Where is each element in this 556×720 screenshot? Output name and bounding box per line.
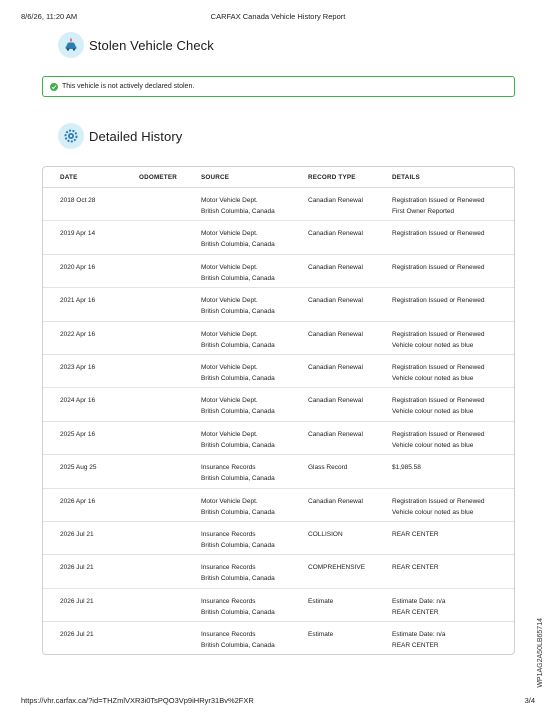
history-table xyxy=(42,166,515,655)
row-details-line-1: $1,985.58 xyxy=(392,464,421,472)
row-source-line-2: British Columbia, Canada xyxy=(201,341,275,349)
row-record-type xyxy=(308,195,363,206)
row-record-type xyxy=(308,429,363,440)
row-record-type-line-1: Glass Record xyxy=(308,464,348,472)
history-row xyxy=(43,288,514,321)
row-source-line-2: British Columbia, Canada xyxy=(201,241,275,249)
row-details-line-2: Vehicle colour noted as blue xyxy=(392,374,474,382)
row-record-type-line-1: Canadian Renewal xyxy=(308,430,363,438)
row-source-line-2: British Columbia, Canada xyxy=(201,508,275,516)
row-record-type xyxy=(308,629,333,640)
row-source-line-1: Motor Vehicle Dept. xyxy=(201,230,258,238)
row-details-line-2: First Owner Reported xyxy=(392,208,455,215)
row-date xyxy=(60,596,94,607)
row-date xyxy=(60,362,95,373)
print-datetime: 8/6/26, 11:20 AM xyxy=(21,12,78,21)
row-date xyxy=(60,462,97,473)
row-date xyxy=(60,629,94,640)
history-gear-icon xyxy=(58,123,84,149)
row-source xyxy=(201,496,275,518)
row-record-type xyxy=(308,228,363,239)
row-details xyxy=(392,529,439,540)
row-source-line-1: Insurance Records xyxy=(201,464,256,472)
row-details xyxy=(392,562,439,573)
row-date xyxy=(60,429,95,440)
row-source xyxy=(201,329,275,351)
row-record-type-line-1: Estimate xyxy=(308,597,334,605)
row-date xyxy=(60,228,95,239)
row-details-line-1: Registration Issued or Renewed xyxy=(392,297,485,305)
row-record-type-line-1: Canadian Renewal xyxy=(308,297,363,305)
row-details xyxy=(392,195,485,217)
detailed-history-title: Detailed History xyxy=(89,128,183,144)
row-details-line-2: Vehicle colour noted as blue xyxy=(392,408,474,416)
print-page-number: 3/4 xyxy=(524,696,535,705)
row-details-line-2: Vehicle colour noted as blue xyxy=(392,441,474,449)
row-details-line-2: REAR CENTER xyxy=(392,608,439,616)
row-source xyxy=(201,228,275,250)
row-source xyxy=(201,462,275,484)
row-source-line-1: Motor Vehicle Dept. xyxy=(201,497,258,505)
header-date: DATE xyxy=(60,174,78,181)
row-source xyxy=(201,529,275,551)
row-date-line-1: 2025 Apr 16 xyxy=(60,430,96,438)
row-source xyxy=(201,596,275,618)
history-rows xyxy=(43,188,514,655)
row-source-line-1: Motor Vehicle Dept. xyxy=(201,430,258,438)
row-details-line-1: Estimate Date: n/a xyxy=(392,597,446,605)
row-record-type xyxy=(308,562,365,573)
print-footer xyxy=(21,696,535,708)
row-details-line-1: Registration Issued or Renewed xyxy=(392,197,485,204)
row-details-line-1: Registration Issued or Renewed xyxy=(392,397,485,405)
row-source-line-2: British Columbia, Canada xyxy=(201,274,275,282)
row-source xyxy=(201,429,275,451)
row-details xyxy=(392,329,485,351)
row-details xyxy=(392,295,485,306)
row-source-line-2: British Columbia, Canada xyxy=(201,208,275,215)
row-details-line-1: REAR CENTER xyxy=(392,530,439,538)
row-date xyxy=(60,529,94,540)
vin-vertical: WP1AG2A50LB65714 xyxy=(537,618,544,688)
row-details xyxy=(392,496,485,518)
row-date xyxy=(60,562,94,573)
row-source-line-1: Insurance Records xyxy=(201,530,256,538)
row-source-line-2: British Columbia, Canada xyxy=(201,575,275,583)
history-row xyxy=(43,388,514,421)
row-source-line-2: British Columbia, Canada xyxy=(201,374,275,382)
row-date-line-1: 2026 Jul 21 xyxy=(60,564,94,572)
history-row xyxy=(43,322,514,355)
row-source xyxy=(201,195,275,217)
row-source-line-1: Insurance Records xyxy=(201,597,256,605)
row-date-line-1: 2023 Apr 16 xyxy=(60,363,96,371)
row-date-line-1: 2022 Apr 16 xyxy=(60,330,96,338)
row-source-line-2: British Columbia, Canada xyxy=(201,642,275,650)
row-record-type xyxy=(308,329,363,340)
header-odometer: ODOMETER xyxy=(139,174,177,181)
history-table-header xyxy=(43,167,514,188)
row-record-type-line-1: Canadian Renewal xyxy=(308,363,363,371)
history-row xyxy=(43,255,514,288)
row-source-line-1: Insurance Records xyxy=(201,564,256,572)
row-date xyxy=(60,395,95,406)
row-source-line-2: British Columbia, Canada xyxy=(201,441,275,449)
row-details-line-1: Registration Issued or Renewed xyxy=(392,363,485,371)
row-date-line-1: 2026 Jul 21 xyxy=(60,631,94,639)
row-date xyxy=(60,329,95,340)
row-source-line-1: Motor Vehicle Dept. xyxy=(201,397,258,405)
row-details xyxy=(392,596,445,618)
row-details xyxy=(392,395,485,417)
row-source xyxy=(201,362,275,384)
print-header xyxy=(21,12,535,24)
row-record-type xyxy=(308,596,333,607)
row-details-line-1: Registration Issued or Renewed xyxy=(392,263,485,271)
row-record-type xyxy=(308,262,363,273)
row-record-type-line-1: Canadian Renewal xyxy=(308,197,363,204)
stolen-check-title: Stolen Vehicle Check xyxy=(89,37,214,53)
stolen-check-heading xyxy=(58,32,214,58)
history-row xyxy=(43,589,514,622)
row-record-type xyxy=(308,362,363,373)
row-date-line-1: 2018 Oct 28 xyxy=(60,197,96,204)
row-source-line-1: Insurance Records xyxy=(201,631,256,639)
history-row xyxy=(43,622,514,655)
print-title: CARFAX Canada Vehicle History Report xyxy=(210,12,346,21)
row-details xyxy=(392,462,421,473)
row-source xyxy=(201,395,275,417)
print-url: https://vhr.carfax.ca/?id=THZmlVXR3i0TsPQO3Vp9iHRyr31Bv%2FXR xyxy=(21,696,254,705)
row-source-line-2: British Columbia, Canada xyxy=(201,308,275,316)
row-record-type xyxy=(308,295,363,306)
row-source xyxy=(201,629,275,651)
row-source xyxy=(201,262,275,284)
history-row xyxy=(43,422,514,455)
row-details-line-2: REAR CENTER xyxy=(392,642,439,650)
row-record-type-line-1: Canadian Renewal xyxy=(308,230,363,238)
row-record-type xyxy=(308,462,347,473)
row-details-line-1: REAR CENTER xyxy=(392,564,439,572)
row-details-line-1: Registration Issued or Renewed xyxy=(392,497,485,505)
row-source-line-1: Motor Vehicle Dept. xyxy=(201,330,258,338)
history-row xyxy=(43,355,514,388)
stolen-status-box xyxy=(42,76,515,97)
row-source xyxy=(201,562,275,584)
car-alert-icon xyxy=(58,32,84,58)
row-date-line-1: 2024 Apr 16 xyxy=(60,397,96,405)
row-date-line-1: 2025 Aug 25 xyxy=(60,464,97,472)
row-details-line-2: Vehicle colour noted as blue xyxy=(392,508,474,516)
row-details-line-1: Registration Issued or Renewed xyxy=(392,230,485,238)
row-source-line-1: Motor Vehicle Dept. xyxy=(201,197,258,204)
row-record-type-line-1: COMPREHENSIVE xyxy=(308,564,366,572)
row-details-line-1: Estimate Date: n/a xyxy=(392,631,446,639)
row-date-line-1: 2026 Apr 16 xyxy=(60,497,96,505)
row-details xyxy=(392,429,485,451)
row-record-type-line-1: Canadian Renewal xyxy=(308,263,363,271)
stolen-status-text: This vehicle is not actively declared stolen. xyxy=(62,83,195,90)
row-details xyxy=(392,228,485,239)
row-record-type-line-1: COLLISION xyxy=(308,530,343,538)
row-date-line-1: 2026 Jul 21 xyxy=(60,597,94,605)
header-details: DETAILS xyxy=(392,174,420,181)
row-details xyxy=(392,262,485,273)
history-row xyxy=(43,455,514,488)
row-date-line-1: 2021 Apr 16 xyxy=(60,297,96,305)
row-source-line-1: Motor Vehicle Dept. xyxy=(201,363,258,371)
row-source xyxy=(201,295,275,317)
row-source-line-1: Motor Vehicle Dept. xyxy=(201,263,258,271)
row-details-line-2: Vehicle colour noted as blue xyxy=(392,341,474,349)
row-record-type xyxy=(308,395,363,406)
row-source-line-1: Motor Vehicle Dept. xyxy=(201,297,258,305)
header-source: SOURCE xyxy=(201,174,230,181)
row-record-type-line-1: Canadian Renewal xyxy=(308,497,363,505)
row-date-line-1: 2020 Apr 16 xyxy=(60,263,96,271)
check-circle-icon xyxy=(50,83,58,91)
row-date xyxy=(60,496,95,507)
history-row xyxy=(43,188,514,221)
row-details-line-1: Registration Issued or Renewed xyxy=(392,430,485,438)
row-date-line-1: 2026 Jul 21 xyxy=(60,530,94,538)
row-source-line-2: British Columbia, Canada xyxy=(201,608,275,616)
row-record-type-line-1: Estimate xyxy=(308,631,334,639)
row-details xyxy=(392,629,445,651)
detailed-history-heading xyxy=(58,123,182,149)
row-date xyxy=(60,295,95,306)
row-source-line-2: British Columbia, Canada xyxy=(201,541,275,549)
row-date xyxy=(60,262,95,273)
history-row xyxy=(43,555,514,588)
row-record-type-line-1: Canadian Renewal xyxy=(308,330,363,338)
row-record-type xyxy=(308,496,363,507)
row-details xyxy=(392,362,485,384)
row-record-type xyxy=(308,529,343,540)
row-source-line-2: British Columbia, Canada xyxy=(201,475,275,483)
history-row xyxy=(43,221,514,254)
row-date xyxy=(60,195,95,206)
row-details-line-1: Registration Issued or Renewed xyxy=(392,330,485,338)
history-row xyxy=(43,522,514,555)
row-source-line-2: British Columbia, Canada xyxy=(201,408,275,416)
header-record-type: RECORD TYPE xyxy=(308,174,356,181)
row-record-type-line-1: Canadian Renewal xyxy=(308,397,363,405)
row-date-line-1: 2019 Apr 14 xyxy=(60,230,96,238)
history-row xyxy=(43,489,514,522)
